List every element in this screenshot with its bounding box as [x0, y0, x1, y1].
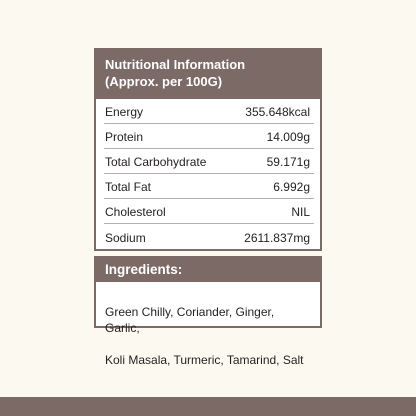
nutrient-label: Total Carbohydrate	[105, 155, 207, 169]
nutrition-row-carbohydrate	[104, 149, 314, 174]
nutrition-row-fat	[104, 174, 314, 199]
nutrient-value: 355.648kcal	[245, 105, 310, 119]
ingredients-line: Green Chilly, Coriander, Ginger, Garlic,	[105, 305, 275, 335]
bottom-bar	[0, 397, 416, 416]
nutrient-value: 59.171g	[266, 155, 310, 169]
ingredients-line: Koli Masala, Turmeric, Tamarind, Salt	[105, 353, 304, 367]
nutrient-value: 14.009g	[266, 130, 310, 144]
nutrition-row-protein	[104, 124, 314, 149]
nutrient-label: Sodium	[105, 230, 146, 245]
nutrient-label: Cholesterol	[105, 205, 166, 219]
nutrient-label: Total Fat	[105, 180, 152, 194]
nutrition-table	[94, 48, 322, 251]
nutrient-value: 2611.837mg	[244, 230, 310, 245]
nutrition-row-sodium	[104, 224, 314, 249]
nutrition-rows	[96, 99, 320, 249]
nutrition-subtitle: (Approx. per 100G)	[105, 74, 223, 89]
nutrition-row-cholesterol	[104, 199, 314, 224]
nutrition-header	[96, 50, 320, 99]
ingredients-header: Ingredients:	[96, 258, 320, 282]
ingredients-list	[96, 282, 320, 384]
nutrient-label: Protein	[105, 130, 144, 144]
nutrient-value: NIL	[291, 205, 310, 219]
nutrient-value: 6.992g	[273, 180, 310, 194]
nutrition-row-energy	[104, 99, 314, 124]
nutrition-title: Nutritional Information	[105, 57, 246, 72]
ingredients-box	[94, 256, 322, 367]
nutrient-label: Energy	[105, 105, 144, 119]
